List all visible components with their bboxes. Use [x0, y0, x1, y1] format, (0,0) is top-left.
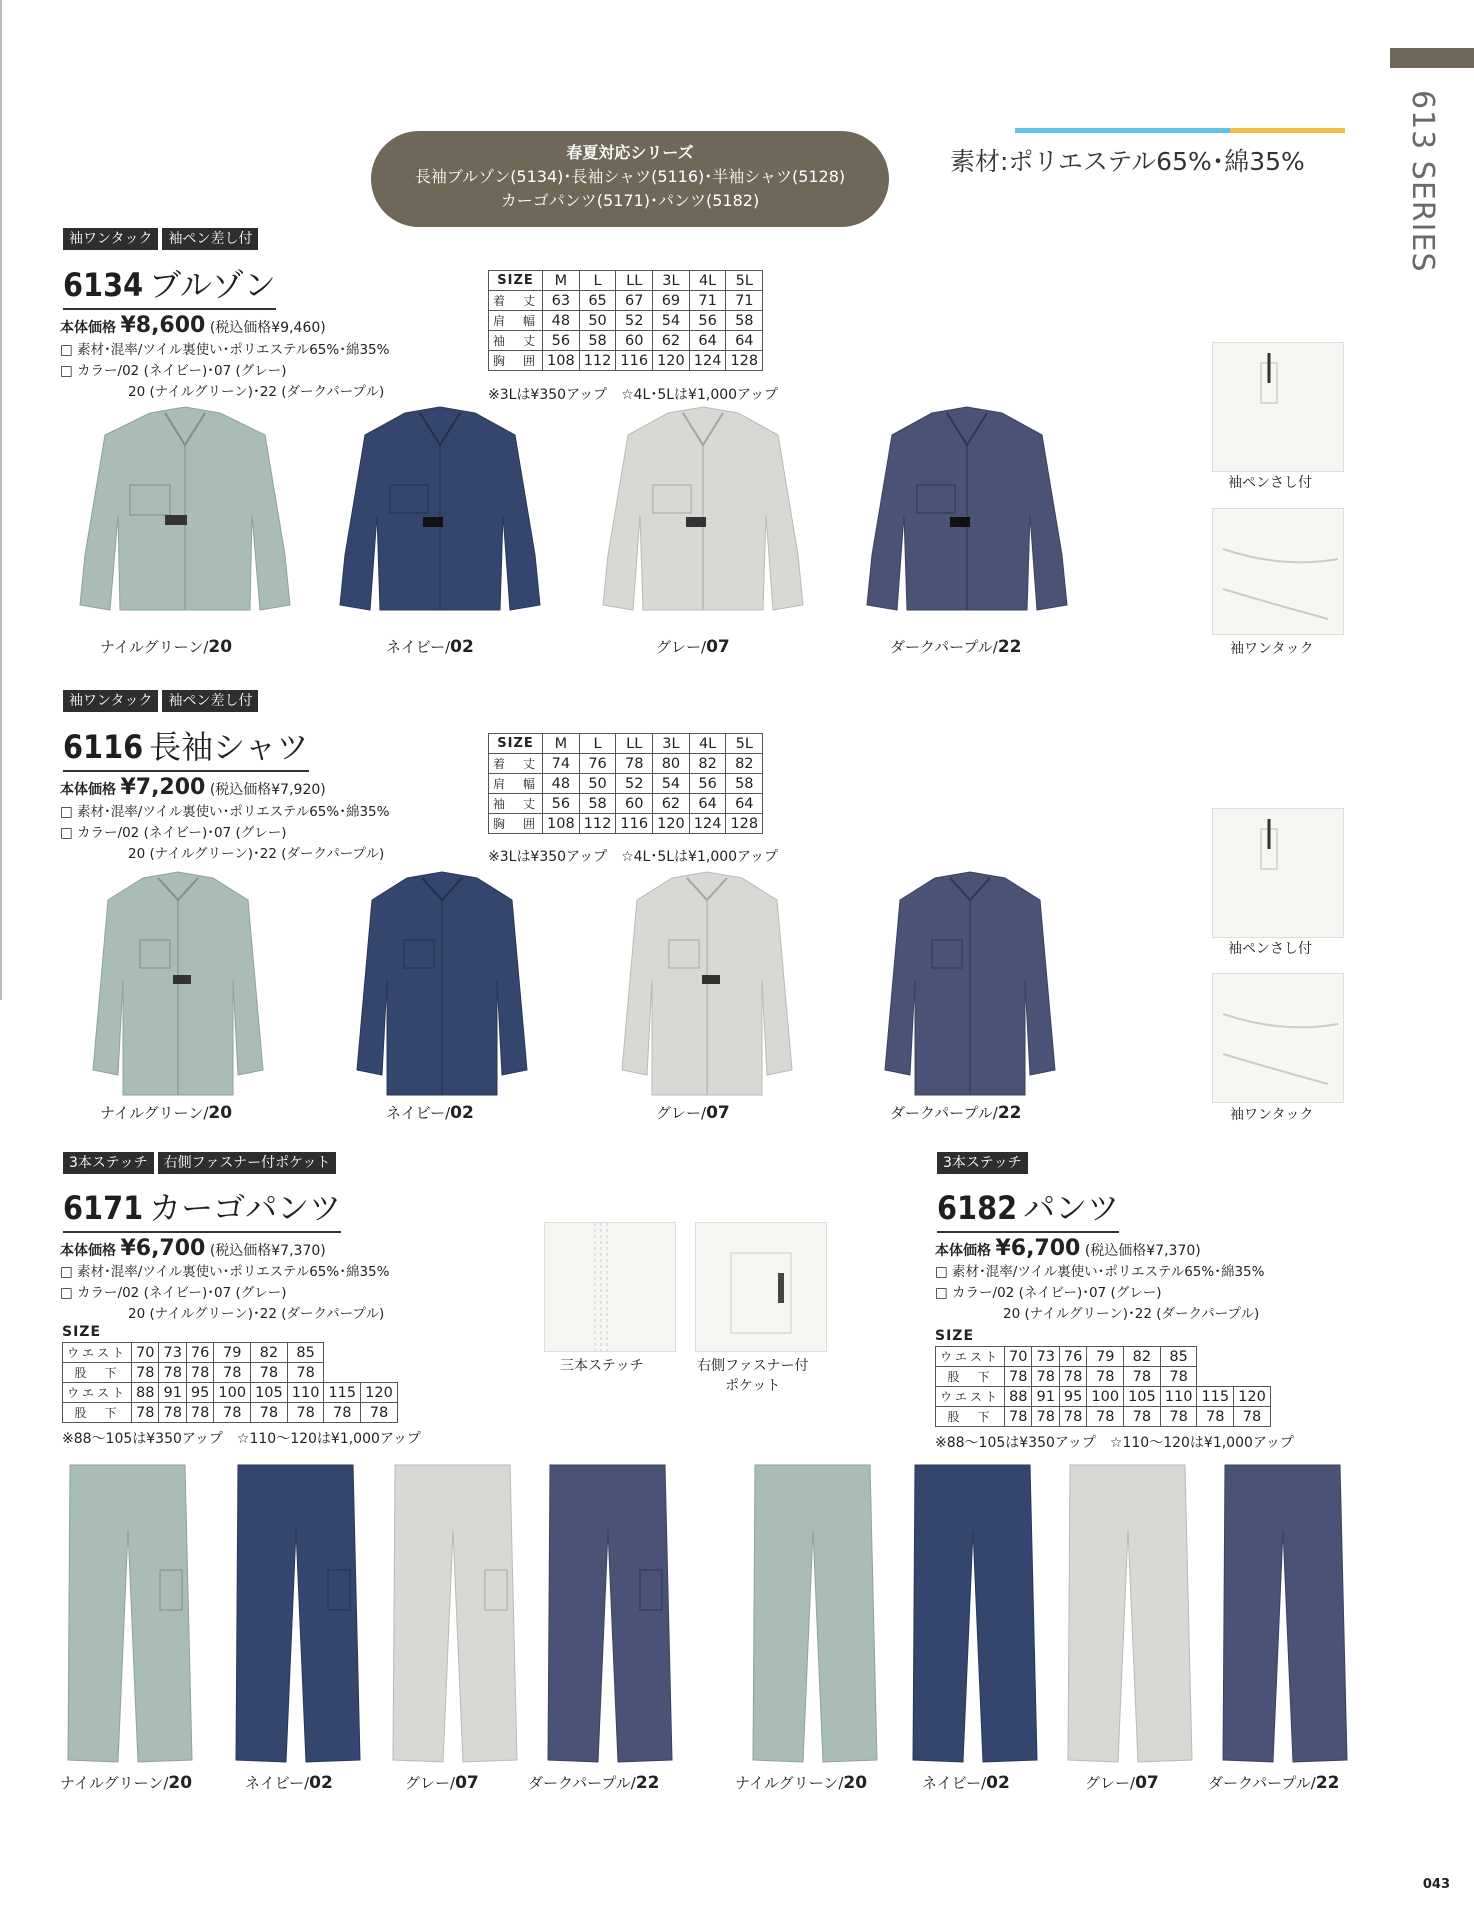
- size-note-6182: ※88～105は¥350アップ ☆110～120は¥1,000アップ: [935, 1435, 1294, 1451]
- cell: 54: [653, 311, 690, 331]
- color-name: ダークパープル/: [890, 1104, 998, 1122]
- cell: 60: [616, 331, 653, 351]
- triple-stitch-photo: [545, 1223, 675, 1351]
- caption-shirt-nile-green: [100, 1102, 232, 1123]
- color-number: 02: [450, 637, 474, 657]
- price-6116: [60, 775, 326, 800]
- tag: 3本ステッチ: [937, 1152, 1028, 1174]
- cell: 88: [1005, 1387, 1032, 1407]
- cell: 62: [653, 794, 690, 814]
- row-label: 着 丈: [489, 291, 543, 311]
- size-head: LL: [616, 734, 653, 754]
- size-head: SIZE: [489, 734, 543, 754]
- jacket-image-gray: [598, 405, 808, 623]
- row-label: 股 下: [936, 1407, 1005, 1427]
- color-number: 07: [455, 1773, 479, 1793]
- cell: 79: [1087, 1347, 1124, 1367]
- page-edge-rule: [0, 0, 2, 1000]
- cell: 82: [251, 1343, 288, 1363]
- cell: 116: [616, 351, 653, 371]
- cell: 124: [689, 814, 726, 834]
- cell: 52: [616, 311, 653, 331]
- color-name: ネイビー/: [922, 1774, 987, 1792]
- spec-material: □ 素材･混率/ツイル裏使い･ポリエステル65%･綿35%: [60, 804, 390, 820]
- cell: 73: [1032, 1347, 1059, 1367]
- tags-6134: [63, 228, 258, 250]
- pill-line-1: 長袖ブルゾン(5134)･長袖シャツ(5116)･半袖シャツ(5128): [414, 167, 846, 186]
- size-table-6182: [935, 1346, 1271, 1427]
- cell: 78: [251, 1403, 288, 1423]
- detail-caption: 三本ステッチ: [560, 1358, 644, 1374]
- cell: 50: [579, 311, 616, 331]
- size-head: 5L: [726, 271, 763, 291]
- shirt-image-nile-green: [88, 870, 268, 1102]
- product-title-6116: [63, 722, 309, 772]
- row-label: 肩 幅: [489, 311, 543, 331]
- cell: 78: [1124, 1407, 1161, 1427]
- cell: 95: [1059, 1387, 1086, 1407]
- pants-image-gray: [1060, 1460, 1195, 1768]
- price-value: ¥6,700: [995, 1236, 1081, 1261]
- jacket-image-navy: [335, 405, 545, 623]
- price-label: 本体価格: [60, 320, 116, 336]
- color-name: ナイルグリーン/: [100, 638, 209, 656]
- cell: 91: [159, 1383, 186, 1403]
- cell: 78: [1160, 1407, 1197, 1427]
- caption-pants-nile-green: [735, 1772, 867, 1793]
- cell: 78: [1005, 1407, 1032, 1427]
- cell: 71: [689, 291, 726, 311]
- cell: 82: [726, 754, 763, 774]
- shirt-image-dark-purple: [880, 870, 1060, 1102]
- size-label-6182: SIZE: [935, 1328, 975, 1344]
- size-note-6171: ※88～105は¥350アップ ☆110～120は¥1,000アップ: [62, 1431, 421, 1447]
- color-name: ネイビー/: [386, 1104, 451, 1122]
- size-label-6171: SIZE: [62, 1324, 102, 1340]
- cell: 88: [132, 1383, 159, 1403]
- cell: 78: [1160, 1367, 1197, 1387]
- tag: 右側ファスナー付ポケット: [158, 1152, 337, 1174]
- tags-6116: [63, 690, 258, 712]
- cell: 50: [579, 774, 616, 794]
- cell: 78: [1087, 1367, 1124, 1387]
- detail-triple-stitch: [544, 1222, 676, 1352]
- cell: 60: [616, 794, 653, 814]
- tags-6171: [63, 1152, 336, 1174]
- spec-6182: [935, 1262, 1264, 1325]
- jacket-image-nile-green: [70, 405, 300, 623]
- product-name: カーゴパンツ: [149, 1189, 342, 1227]
- row-label: 胸 囲: [489, 814, 543, 834]
- size-note-6134: ※3Lは¥350アップ ☆4L･5Lは¥1,000アップ: [488, 387, 779, 403]
- spec-6134: [60, 340, 389, 403]
- detail-caption: 袖ペンさし付: [1228, 475, 1312, 491]
- cell: 52: [616, 774, 653, 794]
- cell: 56: [689, 311, 726, 331]
- caption-jacket-gray: [656, 636, 730, 657]
- tax-price: (税込価格¥9,460): [209, 320, 326, 336]
- detail-caption: 袖ペンさし付: [1228, 941, 1312, 957]
- price-value: ¥8,600: [120, 313, 206, 338]
- sleeve-tuck-photo: [1213, 974, 1343, 1102]
- caption-pants-gray: [1085, 1772, 1159, 1793]
- cell: 78: [1005, 1367, 1032, 1387]
- spec-material: □ 素材･混率/ツイル裏使い･ポリエステル65%･綿35%: [60, 1264, 390, 1280]
- cell: 115: [1197, 1387, 1234, 1407]
- color-number: 20: [843, 1773, 868, 1793]
- caption-cargo-dark-purple: [528, 1772, 659, 1793]
- color-name: グレー/: [1085, 1774, 1136, 1792]
- detail-caption: 袖ワンタック: [1230, 1107, 1314, 1123]
- size-note-6116: ※3Lは¥350アップ ☆4L･5Lは¥1,000アップ: [488, 849, 779, 865]
- cell: 78: [214, 1403, 251, 1423]
- size-head: SIZE: [489, 271, 543, 291]
- price-value: ¥7,200: [120, 775, 206, 800]
- cell: 78: [159, 1363, 186, 1383]
- size-head: 3L: [653, 734, 690, 754]
- product-name: ブルゾン: [149, 266, 276, 304]
- cell: 91: [1032, 1387, 1059, 1407]
- cell: 78: [214, 1363, 251, 1383]
- cell: 116: [616, 814, 653, 834]
- cell: 69: [653, 291, 690, 311]
- cell: 65: [579, 291, 616, 311]
- pill-line-2: カーゴパンツ(5171)･パンツ(5182): [500, 191, 760, 210]
- cell: 82: [1124, 1347, 1161, 1367]
- tag: 袖ワンタック: [63, 228, 158, 250]
- cell: 70: [132, 1343, 159, 1363]
- detail-pen-pocket-6116: [1212, 808, 1344, 938]
- cell: 78: [1124, 1367, 1161, 1387]
- cell: 108: [543, 814, 580, 834]
- caption-cargo-navy: [245, 1772, 333, 1793]
- cell: 78: [1059, 1407, 1086, 1427]
- cell: 78: [186, 1363, 213, 1383]
- row-label: 胸 囲: [489, 351, 543, 371]
- color-number: 20: [208, 1103, 233, 1123]
- cell: 78: [159, 1403, 186, 1423]
- color-number: 20: [208, 637, 233, 657]
- color-name: ネイビー/: [245, 1774, 310, 1792]
- color-name: ネイビー/: [386, 638, 451, 656]
- cell: 78: [1197, 1407, 1234, 1427]
- cell: 112: [579, 814, 616, 834]
- spec-color: □ カラー/02 (ネイビー)･07 (グレー): [935, 1285, 1162, 1301]
- price-value: ¥6,700: [120, 1236, 206, 1261]
- pants-image-navy: [905, 1460, 1040, 1768]
- product-code: 6134: [63, 266, 144, 304]
- caption-jacket-navy: [386, 636, 474, 657]
- row-label: 股 下: [63, 1363, 132, 1383]
- cell: 71: [726, 291, 763, 311]
- detail-sleeve-tuck-6134: [1212, 508, 1344, 635]
- caption-jacket-dark-purple: [890, 636, 1021, 657]
- cell: 56: [689, 774, 726, 794]
- cell: 48: [543, 774, 580, 794]
- caption-shirt-gray: [656, 1102, 730, 1123]
- row-label: 股 下: [63, 1403, 132, 1423]
- series-tab-bar: [1390, 48, 1474, 68]
- product-code: 6171: [63, 1189, 144, 1227]
- pen-pocket-photo: [1213, 809, 1343, 937]
- size-head: LL: [616, 271, 653, 291]
- price-label: 本体価格: [935, 1243, 991, 1259]
- size-head: 3L: [653, 271, 690, 291]
- row-label: 肩 幅: [489, 774, 543, 794]
- product-code: 6182: [937, 1189, 1018, 1227]
- cell: 64: [689, 794, 726, 814]
- cell: 112: [579, 351, 616, 371]
- detail-zip-pocket: [695, 1222, 827, 1352]
- cell: 78: [132, 1363, 159, 1383]
- spec-color: □ カラー/02 (ネイビー)･07 (グレー): [60, 825, 287, 841]
- detail-caption: 袖ワンタック: [1230, 641, 1314, 657]
- cell: 115: [324, 1383, 361, 1403]
- cell: 76: [579, 754, 616, 774]
- spec-color: □ カラー/02 (ネイビー)･07 (グレー): [60, 363, 287, 379]
- cargo-pants-image-nile-green: [60, 1460, 195, 1768]
- color-number: 02: [450, 1103, 474, 1123]
- cell: 58: [579, 331, 616, 351]
- detail-caption-line: ポケット: [725, 1378, 781, 1394]
- cell: 78: [1032, 1407, 1059, 1427]
- cargo-pants-image-gray: [385, 1460, 520, 1768]
- size-head: L: [579, 734, 616, 754]
- spec-color-cont: 20 (ナイルグリーン)･22 (ダークパープル): [128, 846, 385, 862]
- cell: 100: [214, 1383, 251, 1403]
- caption-jacket-nile-green: [100, 636, 232, 657]
- tax-price: (税込価格¥7,920): [209, 782, 326, 798]
- series-label: 613 SERIES: [1405, 90, 1440, 273]
- cell: 67: [616, 291, 653, 311]
- row-label: ウエスト: [63, 1383, 132, 1403]
- cell: 120: [1234, 1387, 1271, 1407]
- color-number: 20: [168, 1773, 193, 1793]
- tag: 袖ペン差し付: [162, 690, 258, 712]
- color-name: ダークパープル/: [1208, 1774, 1316, 1792]
- color-name: ダークパープル/: [528, 1774, 636, 1792]
- spec-color: □ カラー/02 (ネイビー)･07 (グレー): [60, 1285, 287, 1301]
- color-name: グレー/: [656, 638, 707, 656]
- color-name: ナイルグリーン/: [735, 1774, 844, 1792]
- row-label: 股 下: [936, 1367, 1005, 1387]
- product-title-6134: [63, 260, 276, 310]
- cell: 78: [1032, 1367, 1059, 1387]
- pants-image-dark-purple: [1215, 1460, 1350, 1768]
- spec-material: □ 素材･混率/ツイル裏使い･ポリエステル65%･綿35%: [935, 1264, 1265, 1280]
- row-label: 袖 丈: [489, 331, 543, 351]
- color-number: 22: [635, 1773, 660, 1793]
- cell: 48: [543, 311, 580, 331]
- tax-price: (税込価格¥7,370): [209, 1243, 326, 1259]
- cell: 56: [543, 794, 580, 814]
- color-number: 07: [706, 637, 730, 657]
- caption-cargo-nile-green: [60, 1772, 192, 1793]
- page-number: 043: [1422, 1877, 1450, 1892]
- cell: 78: [186, 1403, 213, 1423]
- cell: 78: [1087, 1407, 1124, 1427]
- cell: 78: [287, 1363, 324, 1383]
- product-name: 長袖シャツ: [149, 728, 309, 766]
- spec-6116: [60, 802, 389, 865]
- cell: 70: [1005, 1347, 1032, 1367]
- color-number: 22: [1315, 1773, 1340, 1793]
- material-heading: 素材:ポリエステル65%･綿35%: [950, 147, 1305, 176]
- pill-title: 春夏対応シリーズ: [566, 143, 694, 162]
- tax-price: (税込価格¥7,370): [1084, 1243, 1201, 1259]
- row-label: 着 丈: [489, 754, 543, 774]
- cell: 64: [689, 331, 726, 351]
- color-number: 02: [986, 1773, 1010, 1793]
- cell: 73: [159, 1343, 186, 1363]
- cell: 78: [132, 1403, 159, 1423]
- spec-color-cont: 20 (ナイルグリーン)･22 (ダークパープル): [128, 384, 385, 400]
- cell: 120: [361, 1383, 398, 1403]
- price-label: 本体価格: [60, 1243, 116, 1259]
- caption-pants-dark-purple: [1208, 1772, 1339, 1793]
- cargo-pants-image-navy: [228, 1460, 363, 1768]
- price-6182: [935, 1236, 1201, 1261]
- cell: 100: [1087, 1387, 1124, 1407]
- cell: 80: [653, 754, 690, 774]
- color-number: 07: [706, 1103, 730, 1123]
- cell: 74: [543, 754, 580, 774]
- cell: 120: [653, 814, 690, 834]
- product-title-6182: [937, 1183, 1119, 1233]
- spec-6171: [60, 1262, 389, 1325]
- detail-pen-pocket-6134: [1212, 342, 1344, 472]
- jacket-image-dark-purple: [862, 405, 1072, 623]
- spec-material: □ 素材･混率/ツイル裏使い･ポリエステル65%･綿35%: [60, 342, 390, 358]
- cell: 128: [726, 351, 763, 371]
- tag: 袖ワンタック: [63, 690, 158, 712]
- cell: 56: [543, 331, 580, 351]
- shirt-image-gray: [617, 870, 797, 1102]
- tag: 3本ステッチ: [63, 1152, 154, 1174]
- pants-image-nile-green: [745, 1460, 880, 1768]
- color-number: 22: [997, 1103, 1022, 1123]
- color-name: グレー/: [656, 1104, 707, 1122]
- cell: 58: [726, 311, 763, 331]
- cell: 78: [324, 1403, 361, 1423]
- cell: 85: [287, 1343, 324, 1363]
- price-6171: [60, 1236, 326, 1261]
- cell: 108: [543, 351, 580, 371]
- size-head: M: [543, 271, 580, 291]
- size-head: 5L: [726, 734, 763, 754]
- zip-pocket-photo: [696, 1223, 826, 1351]
- cell: 63: [543, 291, 580, 311]
- size-table-6116: [488, 733, 763, 834]
- caption-shirt-dark-purple: [890, 1102, 1021, 1123]
- row-label: ウエスト: [936, 1387, 1005, 1407]
- price-label: 本体価格: [60, 782, 116, 798]
- color-name: ナイルグリーン/: [60, 1774, 169, 1792]
- row-label: 袖 丈: [489, 794, 543, 814]
- detail-caption-line: 右側ファスナー付: [697, 1358, 809, 1374]
- color-name: ダークパープル/: [890, 638, 998, 656]
- size-head: M: [543, 734, 580, 754]
- cell: 54: [653, 774, 690, 794]
- color-number: 22: [997, 637, 1022, 657]
- cell: 78: [361, 1403, 398, 1423]
- caption-pants-navy: [922, 1772, 1010, 1793]
- cell: 78: [1059, 1367, 1086, 1387]
- pen-pocket-photo: [1213, 343, 1343, 471]
- cell: 82: [689, 754, 726, 774]
- series-pill: [371, 131, 889, 227]
- cargo-pants-image-dark-purple: [540, 1460, 675, 1768]
- material-accent-blue: [1015, 128, 1230, 133]
- size-table-6171: [62, 1342, 398, 1423]
- size-head: L: [579, 271, 616, 291]
- tags-6182: [937, 1152, 1028, 1174]
- product-code: 6116: [63, 728, 144, 766]
- cell: 62: [653, 331, 690, 351]
- cell: 110: [287, 1383, 324, 1403]
- cell: 64: [726, 331, 763, 351]
- cell: 78: [616, 754, 653, 774]
- color-number: 02: [309, 1773, 333, 1793]
- size-head: 4L: [689, 734, 726, 754]
- size-head: 4L: [689, 271, 726, 291]
- tag: 袖ペン差し付: [162, 228, 258, 250]
- caption-shirt-navy: [386, 1102, 474, 1123]
- cell: 124: [689, 351, 726, 371]
- spec-color-cont: 20 (ナイルグリーン)･22 (ダークパープル): [128, 1306, 385, 1322]
- cell: 58: [726, 774, 763, 794]
- cell: 85: [1160, 1347, 1197, 1367]
- spec-color-cont: 20 (ナイルグリーン)･22 (ダークパープル): [1003, 1306, 1260, 1322]
- cell: 128: [726, 814, 763, 834]
- detail-caption: [697, 1355, 808, 1395]
- cell: 120: [653, 351, 690, 371]
- material-accent-yellow: [1230, 128, 1345, 133]
- color-name: グレー/: [405, 1774, 456, 1792]
- cell: 105: [1124, 1387, 1161, 1407]
- product-title-6171: [63, 1183, 341, 1233]
- price-6134: [60, 313, 326, 338]
- cell: 105: [251, 1383, 288, 1403]
- cell: 64: [726, 794, 763, 814]
- cell: 78: [251, 1363, 288, 1383]
- cell: 110: [1160, 1387, 1197, 1407]
- sleeve-tuck-photo: [1213, 509, 1343, 634]
- cell: 76: [186, 1343, 213, 1363]
- cell: 58: [579, 794, 616, 814]
- size-table-6134: [488, 270, 763, 371]
- cell: 78: [287, 1403, 324, 1423]
- detail-sleeve-tuck-6116: [1212, 973, 1344, 1103]
- row-label: ウエスト: [63, 1343, 132, 1363]
- color-number: 07: [1135, 1773, 1159, 1793]
- shirt-image-navy: [352, 870, 532, 1102]
- product-name: パンツ: [1023, 1189, 1120, 1227]
- caption-cargo-gray: [405, 1772, 479, 1793]
- cell: 79: [214, 1343, 251, 1363]
- cell: 78: [1234, 1407, 1271, 1427]
- cell: 76: [1059, 1347, 1086, 1367]
- row-label: ウエスト: [936, 1347, 1005, 1367]
- cell: 95: [186, 1383, 213, 1403]
- color-name: ナイルグリーン/: [100, 1104, 209, 1122]
